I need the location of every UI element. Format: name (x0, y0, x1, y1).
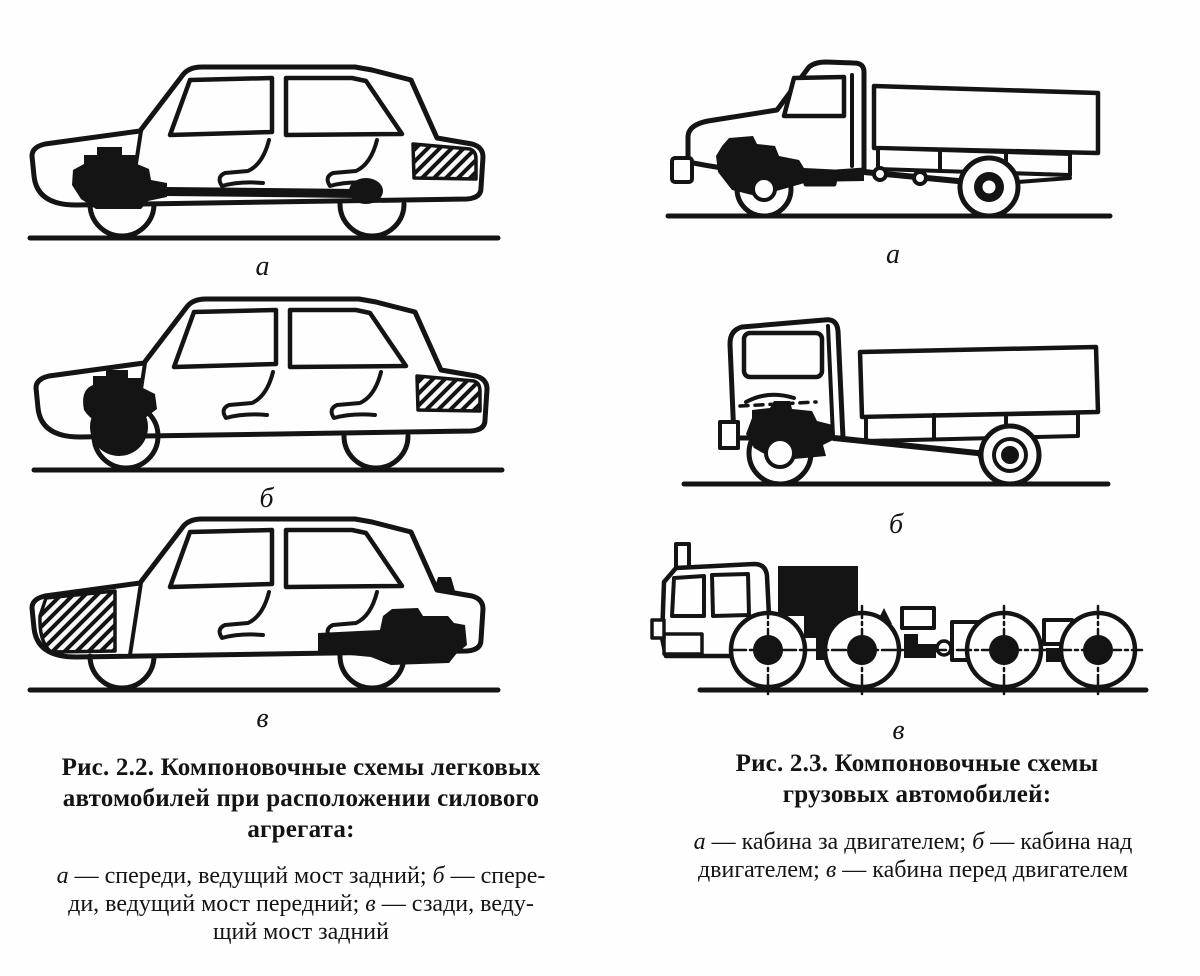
fig23-caption-line-1: Рис. 2.3. Компоновочные схемы (735, 750, 1099, 777)
front-bumper (672, 158, 692, 182)
fig22-legend-line-1: а — спереди, ведущий мост задний; б — спере- (56, 863, 546, 889)
fig23-diagram-a (658, 50, 1128, 268)
cab-window-side (712, 574, 749, 616)
front-bumper (720, 422, 738, 448)
trunk-hatch-area (413, 144, 476, 179)
fig22-legend-line-2: ди, ведущий мост передний; в — сзади, веду- (68, 891, 534, 917)
engine-air-intake (434, 577, 455, 591)
fig22-caption (8, 752, 594, 845)
car-front-engine-front-drive-drawing (24, 284, 509, 484)
fig22-label-v: в (256, 703, 269, 734)
cab-lower-panel (664, 634, 702, 654)
wheels (90, 656, 404, 688)
truck-cab-over-engine-drawing (676, 306, 1116, 510)
fig22-caption-line-1: Рис. 2.2. Компоновочные схемы легковых (61, 754, 541, 781)
front-trunk-hatch-area (40, 591, 115, 652)
fig22-label-a: а (255, 251, 270, 282)
fig22-diagram-b (24, 284, 509, 512)
car-windows (170, 78, 402, 135)
fig23-label-v: в (892, 715, 905, 746)
fig22-legend-line-3: щий мост задний (213, 919, 389, 945)
car-windows (170, 530, 402, 587)
rear-wheel (981, 426, 1039, 484)
fig23-caption (642, 748, 1192, 810)
fig23-legend-line-1: а — кабина за двигателем; б — кабина над (693, 829, 1133, 855)
fig23-label-a: а (886, 239, 900, 270)
cab-window (784, 77, 844, 116)
fig22-label-b: б (259, 483, 274, 514)
fig22-legend (8, 862, 594, 946)
truck-cab-behind-engine-drawing (658, 50, 1128, 240)
cab-window (744, 333, 822, 377)
front-step (652, 620, 664, 638)
cab-window-front (672, 576, 704, 616)
car-windows (174, 310, 406, 367)
cargo-bed (860, 347, 1098, 441)
fig23-caption-line-2: грузовых автомобилей: (782, 781, 1052, 808)
fig23-legend (628, 828, 1198, 884)
fig23-diagram-v (646, 538, 1151, 744)
truck-cab-ahead-of-engine-drawing (646, 538, 1151, 716)
rear-axle-differential (349, 178, 383, 204)
fig23-label-b: б (888, 509, 904, 540)
fig22-diagram-v (20, 504, 505, 732)
fig23-diagram-b (676, 306, 1116, 538)
fig23-legend-line-2: двигателем; в — кабина перед двигателем (697, 857, 1129, 883)
car-front-engine-rear-drive-drawing (20, 52, 505, 252)
fig22-diagram-a (20, 52, 505, 280)
car-rear-engine-drawing (20, 504, 505, 704)
fig22-caption-line-2: автомобилей при расположении силового (62, 785, 540, 812)
fig22-caption-line-3: агрегата: (247, 816, 355, 843)
trunk-hatch-area (417, 376, 480, 411)
